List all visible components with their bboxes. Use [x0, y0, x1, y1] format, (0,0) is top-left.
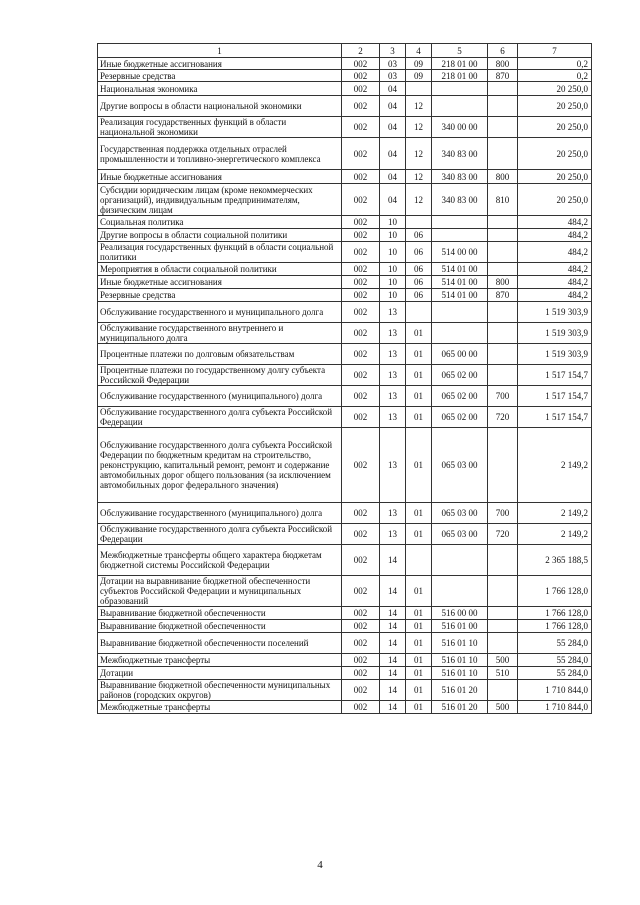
row-code-cell-c7: 1 766 128,0 [518, 576, 592, 607]
table-row [98, 58, 592, 70]
row-name-cell: Иные бюджетные ассигнования [98, 170, 342, 184]
row-code-cell-c5 [432, 82, 488, 96]
row-name-cell: Выравнивание бюджетной обеспеченности муниципальных районов (городских округов) [98, 680, 342, 701]
row-code-cell-c7: 1 517 154,7 [518, 407, 592, 428]
row-code-cell-c4: 01 [406, 524, 432, 545]
row-code-cell-c3: 10 [380, 289, 406, 302]
row-code-cell-c5: 516 01 00 [432, 620, 488, 633]
row-code-cell-c2: 002 [342, 276, 380, 289]
row-code-cell-c7: 0,2 [518, 58, 592, 70]
row-code-cell-c7: 55 284,0 [518, 667, 592, 680]
row-code-cell-c7: 1 710 844,0 [518, 701, 592, 714]
row-code-cell-c2: 002 [342, 576, 380, 607]
table-row [98, 344, 592, 365]
row-code-cell-c7: 484,2 [518, 229, 592, 242]
row-code-cell-c3: 14 [380, 607, 406, 620]
row-code-cell-c2: 002 [342, 503, 380, 524]
row-code-cell-c4: 12 [406, 96, 432, 117]
row-code-cell-c4: 01 [406, 344, 432, 365]
row-code-cell-c7: 484,2 [518, 216, 592, 229]
row-name-cell: Процентные платежи по государственному долгу субъекта Российской Федерации [98, 365, 342, 386]
row-name-cell: Резервные средства [98, 289, 342, 302]
row-code-cell-c3: 03 [380, 58, 406, 70]
row-code-cell-c7: 484,2 [518, 263, 592, 276]
row-code-cell-c7: 484,2 [518, 289, 592, 302]
row-code-cell-c6: 800 [488, 170, 518, 184]
table-row [98, 365, 592, 386]
row-code-cell-c6 [488, 545, 518, 576]
row-code-cell-c6 [488, 620, 518, 633]
row-code-cell-c2: 002 [342, 407, 380, 428]
row-code-cell-c3: 04 [380, 117, 406, 138]
table-row [98, 82, 592, 96]
table-row [98, 263, 592, 276]
row-code-cell-c2: 002 [342, 524, 380, 545]
row-code-cell-c4: 01 [406, 620, 432, 633]
row-code-cell-c6: 870 [488, 289, 518, 302]
budget-table [97, 43, 592, 714]
row-code-cell-c3: 14 [380, 576, 406, 607]
row-code-cell-c5: 065 00 00 [432, 344, 488, 365]
row-code-cell-c7: 2 365 188,5 [518, 545, 592, 576]
row-code-cell-c6: 700 [488, 386, 518, 407]
row-code-cell-c6: 500 [488, 701, 518, 714]
row-code-cell-c3: 04 [380, 82, 406, 96]
table-row [98, 545, 592, 576]
row-code-cell-c2: 002 [342, 216, 380, 229]
row-code-cell-c3: 13 [380, 344, 406, 365]
row-code-cell-c5 [432, 545, 488, 576]
row-code-cell-c3: 10 [380, 276, 406, 289]
table-row [98, 216, 592, 229]
row-code-cell-c5: 516 01 10 [432, 633, 488, 654]
table-row [98, 276, 592, 289]
row-code-cell-c6: 720 [488, 524, 518, 545]
table-row [98, 654, 592, 667]
row-code-cell-c5 [432, 96, 488, 117]
row-code-cell-c5: 065 02 00 [432, 365, 488, 386]
row-code-cell-c6 [488, 633, 518, 654]
row-code-cell-c6 [488, 216, 518, 229]
row-code-cell-c5: 340 83 00 [432, 184, 488, 216]
table-row [98, 680, 592, 701]
table-row [98, 138, 592, 170]
row-name-cell: Обслуживание государственного (муниципального) долга [98, 386, 342, 407]
row-code-cell-c4: 01 [406, 607, 432, 620]
row-code-cell-c6 [488, 365, 518, 386]
row-code-cell-c3: 04 [380, 170, 406, 184]
row-code-cell-c4 [406, 216, 432, 229]
row-code-cell-c7: 55 284,0 [518, 654, 592, 667]
row-code-cell-c5 [432, 216, 488, 229]
row-code-cell-c7: 1 710 844,0 [518, 680, 592, 701]
row-code-cell-c7: 20 250,0 [518, 170, 592, 184]
row-code-cell-c3: 14 [380, 680, 406, 701]
row-code-cell-c4: 01 [406, 701, 432, 714]
row-code-cell-c6: 800 [488, 58, 518, 70]
table-row [98, 323, 592, 344]
row-code-cell-c2: 002 [342, 428, 380, 503]
row-code-cell-c7: 2 149,2 [518, 428, 592, 503]
row-code-cell-c7: 20 250,0 [518, 82, 592, 96]
row-name-cell: Реализация государственных функций в области национальной экономики [98, 117, 342, 138]
row-code-cell-c3: 10 [380, 229, 406, 242]
row-code-cell-c2: 002 [342, 680, 380, 701]
row-code-cell-c7: 20 250,0 [518, 96, 592, 117]
row-code-cell-c5 [432, 576, 488, 607]
row-code-cell-c7: 1 517 154,7 [518, 365, 592, 386]
row-code-cell-c5: 065 02 00 [432, 407, 488, 428]
row-code-cell-c4: 06 [406, 229, 432, 242]
table-row [98, 117, 592, 138]
row-code-cell-c6: 510 [488, 667, 518, 680]
row-code-cell-c2: 002 [342, 667, 380, 680]
row-code-cell-c4: 01 [406, 386, 432, 407]
row-code-cell-c4: 01 [406, 503, 432, 524]
row-code-cell-c2: 002 [342, 607, 380, 620]
row-code-cell-c5: 065 03 00 [432, 428, 488, 503]
row-code-cell-c2: 002 [342, 229, 380, 242]
row-code-cell-c2: 002 [342, 323, 380, 344]
table-row [98, 633, 592, 654]
row-code-cell-c7: 1 519 303,9 [518, 302, 592, 323]
row-code-cell-c2: 002 [342, 58, 380, 70]
row-code-cell-c2: 002 [342, 545, 380, 576]
row-code-cell-c7: 2 149,2 [518, 524, 592, 545]
row-code-cell-c3: 13 [380, 503, 406, 524]
row-code-cell-c3: 14 [380, 620, 406, 633]
row-code-cell-c4: 01 [406, 576, 432, 607]
row-code-cell-c6 [488, 302, 518, 323]
row-code-cell-c2: 002 [342, 344, 380, 365]
row-code-cell-c2: 002 [342, 263, 380, 276]
table-row [98, 428, 592, 503]
row-code-cell-c6 [488, 229, 518, 242]
row-name-cell: Субсидии юридическим лицам (кроме некоммерческих организаций), индивидуальным предпринимателям, физическим лицам [98, 184, 342, 216]
row-code-cell-c4 [406, 545, 432, 576]
row-code-cell-c7: 2 149,2 [518, 503, 592, 524]
row-code-cell-c4: 06 [406, 289, 432, 302]
row-name-cell: Выравнивание бюджетной обеспеченности [98, 620, 342, 633]
row-name-cell: Обслуживание государственного долга субъекта Российской Федерации [98, 407, 342, 428]
row-code-cell-c6: 800 [488, 276, 518, 289]
table-row [98, 386, 592, 407]
row-code-cell-c3: 10 [380, 242, 406, 263]
row-code-cell-c3: 10 [380, 263, 406, 276]
row-code-cell-c7: 1 519 303,9 [518, 344, 592, 365]
row-code-cell-c3: 14 [380, 701, 406, 714]
table-row [98, 229, 592, 242]
row-code-cell-c2: 002 [342, 365, 380, 386]
row-code-cell-c3: 04 [380, 96, 406, 117]
row-code-cell-c4: 06 [406, 242, 432, 263]
row-name-cell: Государственная поддержка отдельных отраслей промышленности и топливно-энергетического комплекса [98, 138, 342, 170]
row-name-cell: Мероприятия в области социальной политики [98, 263, 342, 276]
row-code-cell-c2: 002 [342, 138, 380, 170]
row-code-cell-c5: 218 01 00 [432, 58, 488, 70]
row-name-cell: Межбюджетные трансферты общего характера бюджетам бюджетной системы Российской Федерации [98, 545, 342, 576]
row-code-cell-c6 [488, 344, 518, 365]
row-code-cell-c4: 01 [406, 654, 432, 667]
column-header-7: 7 [518, 44, 592, 58]
page-number: 4 [317, 859, 323, 871]
table-row [98, 242, 592, 263]
row-code-cell-c6 [488, 576, 518, 607]
row-name-cell: Выравнивание бюджетной обеспеченности [98, 607, 342, 620]
row-code-cell-c4: 12 [406, 138, 432, 170]
row-code-cell-c5: 516 01 10 [432, 654, 488, 667]
row-name-cell: Обслуживание государственного долга субъекта Российской Федерации [98, 524, 342, 545]
column-header-6: 6 [488, 44, 518, 58]
row-name-cell: Межбюджетные трансферты [98, 654, 342, 667]
column-header-5: 5 [432, 44, 488, 58]
row-code-cell-c2: 002 [342, 82, 380, 96]
row-code-cell-c6 [488, 680, 518, 701]
row-code-cell-c6: 700 [488, 503, 518, 524]
row-name-cell: Резервные средства [98, 70, 342, 82]
row-name-cell: Межбюджетные трансферты [98, 701, 342, 714]
row-code-cell-c6: 870 [488, 70, 518, 82]
row-code-cell-c6 [488, 607, 518, 620]
table-row [98, 96, 592, 117]
row-code-cell-c5: 340 00 00 [432, 117, 488, 138]
row-code-cell-c2: 002 [342, 170, 380, 184]
row-code-cell-c7: 1 766 128,0 [518, 607, 592, 620]
row-code-cell-c7: 1 517 154,7 [518, 386, 592, 407]
row-code-cell-c5: 065 03 00 [432, 503, 488, 524]
row-name-cell: Выравнивание бюджетной обеспеченности поселений [98, 633, 342, 654]
row-code-cell-c5: 065 03 00 [432, 524, 488, 545]
row-code-cell-c5 [432, 229, 488, 242]
row-code-cell-c6 [488, 117, 518, 138]
row-name-cell: Обслуживание государственного и муниципального долга [98, 302, 342, 323]
row-code-cell-c4: 01 [406, 365, 432, 386]
row-code-cell-c3: 13 [380, 428, 406, 503]
row-name-cell: Иные бюджетные ассигнования [98, 276, 342, 289]
row-code-cell-c5: 516 01 20 [432, 701, 488, 714]
row-code-cell-c3: 14 [380, 545, 406, 576]
row-code-cell-c5: 065 02 00 [432, 386, 488, 407]
column-header-4: 4 [406, 44, 432, 58]
row-code-cell-c5: 340 83 00 [432, 170, 488, 184]
row-code-cell-c3: 13 [380, 302, 406, 323]
row-name-cell: Иные бюджетные ассигнования [98, 58, 342, 70]
row-code-cell-c3: 03 [380, 70, 406, 82]
row-code-cell-c6: 500 [488, 654, 518, 667]
table-row [98, 302, 592, 323]
row-code-cell-c2: 002 [342, 117, 380, 138]
column-header-1: 1 [98, 44, 342, 58]
row-code-cell-c6 [488, 263, 518, 276]
row-code-cell-c3: 10 [380, 216, 406, 229]
row-code-cell-c2: 002 [342, 302, 380, 323]
table-row [98, 667, 592, 680]
row-code-cell-c7: 0,2 [518, 70, 592, 82]
row-name-cell: Другие вопросы в области социальной политики [98, 229, 342, 242]
row-code-cell-c3: 14 [380, 667, 406, 680]
row-code-cell-c7: 484,2 [518, 276, 592, 289]
row-name-cell: Социальная политика [98, 216, 342, 229]
row-code-cell-c2: 002 [342, 701, 380, 714]
row-code-cell-c4: 01 [406, 323, 432, 344]
row-name-cell: Реализация государственных функций в области социальной политики [98, 242, 342, 263]
table-row [98, 503, 592, 524]
row-code-cell-c4: 01 [406, 633, 432, 654]
row-code-cell-c5: 516 01 20 [432, 680, 488, 701]
row-name-cell: Обслуживание государственного внутреннего и муниципального долга [98, 323, 342, 344]
row-code-cell-c7: 1 519 303,9 [518, 323, 592, 344]
row-code-cell-c4 [406, 302, 432, 323]
row-code-cell-c2: 002 [342, 633, 380, 654]
row-code-cell-c2: 002 [342, 242, 380, 263]
row-code-cell-c4: 09 [406, 58, 432, 70]
row-name-cell: Другие вопросы в области национальной экономики [98, 96, 342, 117]
row-code-cell-c2: 002 [342, 96, 380, 117]
table-row [98, 70, 592, 82]
row-code-cell-c5: 516 00 00 [432, 607, 488, 620]
row-code-cell-c2: 002 [342, 654, 380, 667]
row-code-cell-c4: 01 [406, 428, 432, 503]
row-name-cell: Обслуживание государственного долга субъекта Российской Федерации по бюджетным кредитам на строительство, реконструкцию, капитальный ремонт, ремонт и содержание автомобильных дорог общего пользования (за исключением автомобильных дорог федерального значения) [98, 428, 342, 503]
row-code-cell-c5: 516 01 10 [432, 667, 488, 680]
row-code-cell-c6: 720 [488, 407, 518, 428]
row-code-cell-c2: 002 [342, 184, 380, 216]
row-code-cell-c5 [432, 302, 488, 323]
row-code-cell-c4: 06 [406, 276, 432, 289]
row-name-cell: Дотации [98, 667, 342, 680]
row-code-cell-c5: 514 01 00 [432, 263, 488, 276]
row-code-cell-c6 [488, 138, 518, 170]
row-code-cell-c7: 20 250,0 [518, 184, 592, 216]
row-code-cell-c4 [406, 82, 432, 96]
table-row [98, 170, 592, 184]
row-code-cell-c3: 13 [380, 386, 406, 407]
row-code-cell-c6 [488, 96, 518, 117]
row-code-cell-c5: 514 01 00 [432, 289, 488, 302]
row-code-cell-c6 [488, 242, 518, 263]
row-name-cell: Процентные платежи по долговым обязательствам [98, 344, 342, 365]
row-code-cell-c7: 55 284,0 [518, 633, 592, 654]
row-code-cell-c5: 218 01 00 [432, 70, 488, 82]
row-name-cell: Обслуживание государственного (муниципального) долга [98, 503, 342, 524]
row-code-cell-c4: 01 [406, 407, 432, 428]
row-code-cell-c4: 06 [406, 263, 432, 276]
row-code-cell-c6 [488, 82, 518, 96]
row-name-cell: Национальная экономика [98, 82, 342, 96]
column-header-2: 2 [342, 44, 380, 58]
table-row [98, 576, 592, 607]
table-row [98, 407, 592, 428]
row-code-cell-c2: 002 [342, 289, 380, 302]
row-code-cell-c7: 20 250,0 [518, 117, 592, 138]
row-code-cell-c2: 002 [342, 70, 380, 82]
row-code-cell-c4: 12 [406, 184, 432, 216]
row-code-cell-c6 [488, 428, 518, 503]
row-code-cell-c5: 514 00 00 [432, 242, 488, 263]
row-name-cell: Дотации на выравнивание бюджетной обеспеченности субъектов Российской Федерации и муниципальных образований [98, 576, 342, 607]
row-code-cell-c3: 13 [380, 407, 406, 428]
table-row [98, 620, 592, 633]
row-code-cell-c3: 14 [380, 633, 406, 654]
table-row [98, 701, 592, 714]
row-code-cell-c7: 484,2 [518, 242, 592, 263]
row-code-cell-c6 [488, 323, 518, 344]
row-code-cell-c7: 20 250,0 [518, 138, 592, 170]
row-code-cell-c3: 04 [380, 138, 406, 170]
row-code-cell-c3: 13 [380, 524, 406, 545]
row-code-cell-c2: 002 [342, 386, 380, 407]
column-header-3: 3 [380, 44, 406, 58]
row-code-cell-c7: 1 766 128,0 [518, 620, 592, 633]
row-code-cell-c3: 14 [380, 654, 406, 667]
header-row [98, 44, 592, 58]
table-row [98, 289, 592, 302]
table-row [98, 184, 592, 216]
row-code-cell-c6: 810 [488, 184, 518, 216]
table-row [98, 524, 592, 545]
row-code-cell-c4: 12 [406, 170, 432, 184]
row-code-cell-c3: 04 [380, 184, 406, 216]
row-code-cell-c4: 09 [406, 70, 432, 82]
row-code-cell-c3: 13 [380, 323, 406, 344]
table-row [98, 607, 592, 620]
row-code-cell-c5 [432, 323, 488, 344]
row-code-cell-c4: 12 [406, 117, 432, 138]
row-code-cell-c2: 002 [342, 620, 380, 633]
row-code-cell-c4: 01 [406, 680, 432, 701]
row-code-cell-c5: 514 01 00 [432, 276, 488, 289]
row-code-cell-c4: 01 [406, 667, 432, 680]
row-code-cell-c5: 340 83 00 [432, 138, 488, 170]
row-code-cell-c3: 13 [380, 365, 406, 386]
